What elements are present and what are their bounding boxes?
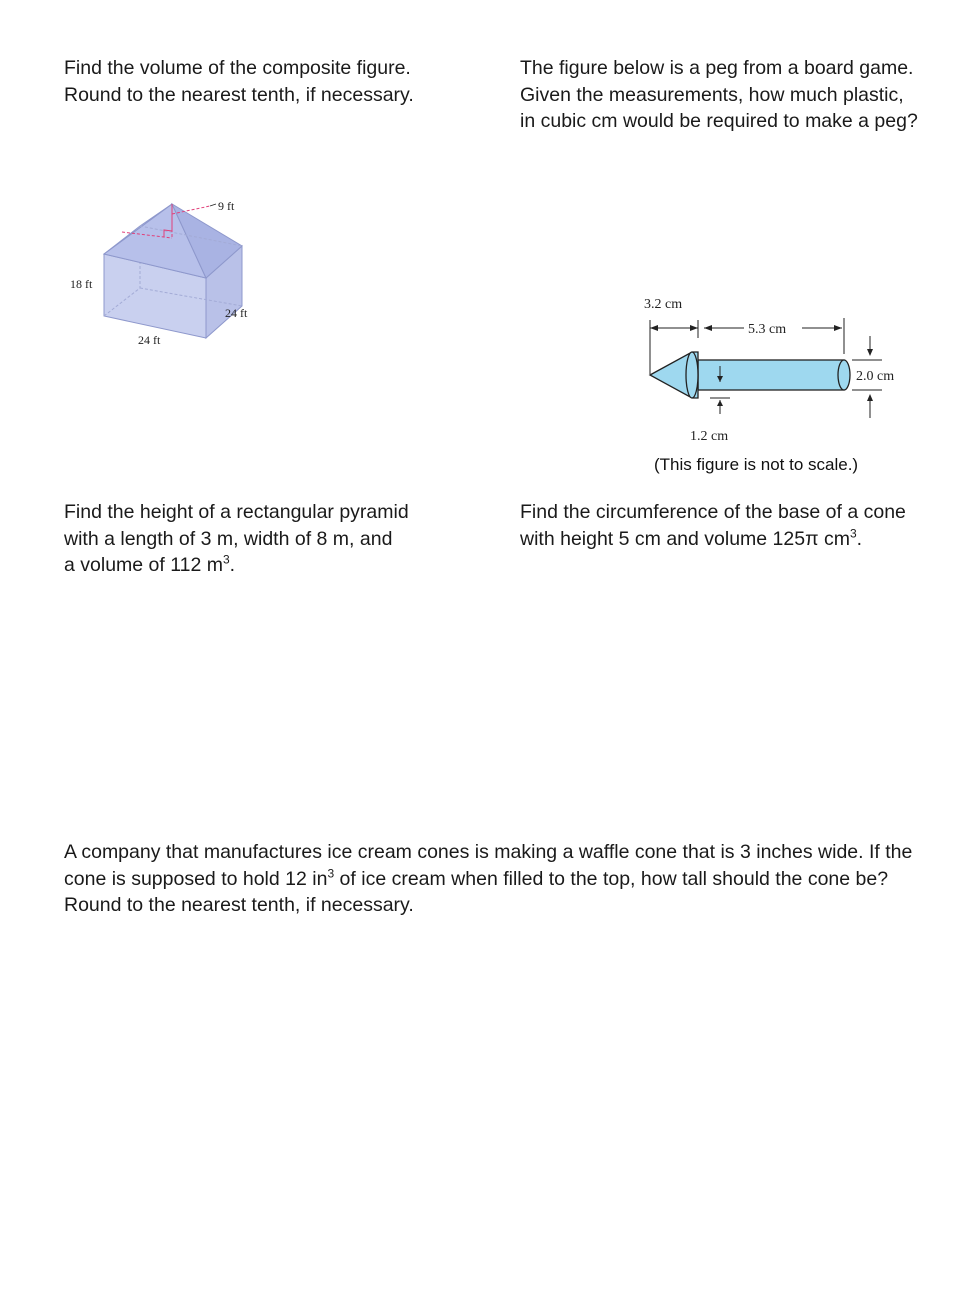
- problem-waffle-line3: Round to the nearest tenth, if necessary.: [64, 894, 414, 916]
- peg-figure: [640, 290, 920, 480]
- label-3-2cm: 3.2 cm: [644, 297, 683, 312]
- problem-pyramid-text: [64, 499, 484, 579]
- problem-peg-text: [520, 55, 960, 135]
- peg-scale-note: (This figure is not to scale.): [654, 455, 859, 474]
- problem-waffle-text: [64, 839, 964, 919]
- problem-peg-line3: in cubic cm would be required to make a peg?: [520, 110, 918, 132]
- problem-composite-text: [64, 55, 484, 108]
- problem-peg-line1: The figure below is a peg from a board game.: [520, 57, 914, 79]
- problem-pyramid-line2: with a length of 3 m, width of 8 m, and: [64, 527, 393, 550]
- problem-cone-circumference-text: [520, 499, 960, 552]
- label-2-0cm: 2.0 cm: [856, 369, 895, 384]
- composite-figure: [60, 188, 260, 353]
- label-5-3cm: 5.3 cm: [748, 322, 787, 337]
- problem-cone-circumference-line2: with height 5 cm and volume 125π $cm^3$.: [520, 526, 863, 550]
- label-24ft-bottom: 24 ft: [138, 333, 161, 347]
- problem-composite-line2: Round to the nearest tenth, if necessary.: [64, 83, 414, 106]
- problem-composite-line1: Find the volume of the composite figure.: [64, 57, 411, 79]
- problem-pyramid-line3: a volume of 112 $m^3$.: [64, 552, 236, 576]
- label-9ft: 9 ft: [218, 199, 235, 213]
- label-18ft: 18 ft: [70, 277, 93, 291]
- problem-waffle-line1: A company that manufactures ice cream cones is making a waffle cone that is 3 inches wide. If the: [64, 841, 913, 863]
- problem-pyramid-line1: Find the height of a rectangular pyramid: [64, 501, 409, 523]
- problem-waffle-line2: cone is supposed to hold 12 $in^3$ of ice cream when filled to the top, how tall should the cone be?: [64, 866, 889, 890]
- problem-peg-line2: Given the measurements, how much plastic,: [520, 83, 904, 106]
- label-1-2cm: 1.2 cm: [690, 429, 729, 444]
- label-24ft-right: 24 ft: [225, 306, 248, 320]
- problem-cone-circumference-line1: Find the circumference of the base of a cone: [520, 501, 906, 523]
